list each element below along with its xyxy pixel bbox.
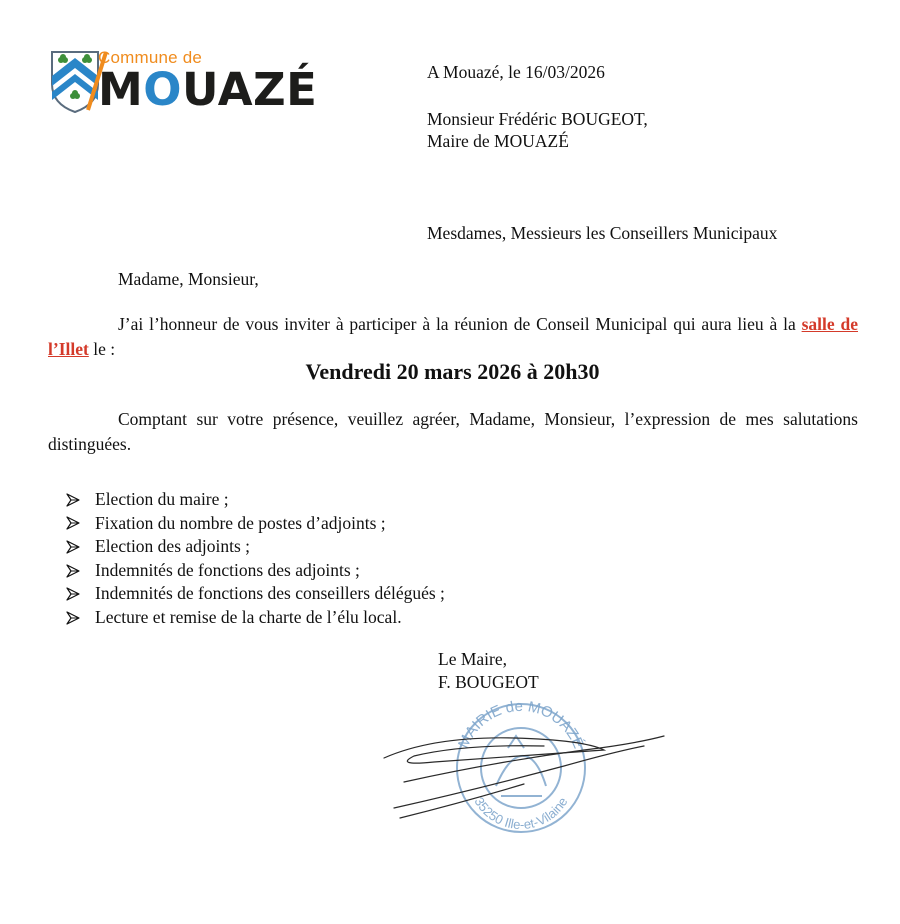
arrow-bullet-icon xyxy=(66,540,80,554)
intro-paragraph xyxy=(48,312,858,362)
agenda-item xyxy=(66,606,445,630)
agenda-item-text: Fixation du nombre de postes d’adjoints ; xyxy=(95,512,386,533)
closing-paragraph: Comptant sur votre présence, veuillez agréer, Madame, Monsieur, l’expression de mes salutations distinguées. xyxy=(48,409,858,454)
agenda-item xyxy=(66,512,445,536)
signature-name: F. BOUGEOT xyxy=(438,672,539,692)
logo-letters-rest: UAZÉ xyxy=(182,63,318,116)
intro-text: J’ai l’honneur de vous inviter à participer à la réunion de Conseil Municipal qui aura lieu à la xyxy=(118,314,796,334)
arrow-bullet-icon xyxy=(66,611,80,625)
agenda-item xyxy=(66,535,445,559)
arrow-bullet-icon xyxy=(66,516,80,530)
stamp-top-text: MAIRIE de MOUAZÉ xyxy=(455,698,587,752)
arrow-bullet-icon xyxy=(66,493,80,507)
salutation: Madame, Monsieur, xyxy=(118,269,259,289)
sender-line-2: Maire de MOUAZÉ xyxy=(427,131,569,151)
logo-small-text: Commune de xyxy=(98,48,203,67)
agenda-item xyxy=(66,488,445,512)
agenda-item-text: Indemnités de fonctions des adjoints ; xyxy=(95,559,360,580)
agenda-item-text: Election du maire ; xyxy=(95,489,229,509)
recipient: Mesdames, Messieurs les Conseillers Municipaux xyxy=(427,223,778,243)
agenda-item xyxy=(66,582,445,606)
agenda-item-text: Lecture et remise de la charte de l’élu local. xyxy=(95,606,402,627)
handwritten-signature xyxy=(374,722,674,832)
stamp-bottom-text: 35250 Ille-et-Vilaine xyxy=(471,794,571,833)
logo-title xyxy=(98,64,317,116)
logo-letter-m: M xyxy=(98,63,144,116)
sender-line-1: Monsieur Frédéric BOUGEOT, xyxy=(427,109,648,129)
agenda-item xyxy=(66,559,445,583)
meeting-datetime: Vendredi 20 mars 2026 à 20h30 xyxy=(305,359,600,384)
arrow-bullet-icon xyxy=(66,587,80,601)
venue-link[interactable]: salle de l’Illet xyxy=(48,314,858,359)
agenda-item-text: Indemnités de fonctions des conseillers délégués ; xyxy=(95,583,445,604)
logo-letter-o: O xyxy=(143,63,183,116)
venue-suffix: le : xyxy=(88,339,116,359)
arrow-bullet-icon xyxy=(66,564,80,578)
signature-title: Le Maire, xyxy=(438,649,507,669)
agenda-item-text: Election des adjoints ; xyxy=(95,536,251,557)
agenda-list xyxy=(66,488,445,630)
place-date: A Mouazé, le 16/03/2026 xyxy=(427,62,605,82)
